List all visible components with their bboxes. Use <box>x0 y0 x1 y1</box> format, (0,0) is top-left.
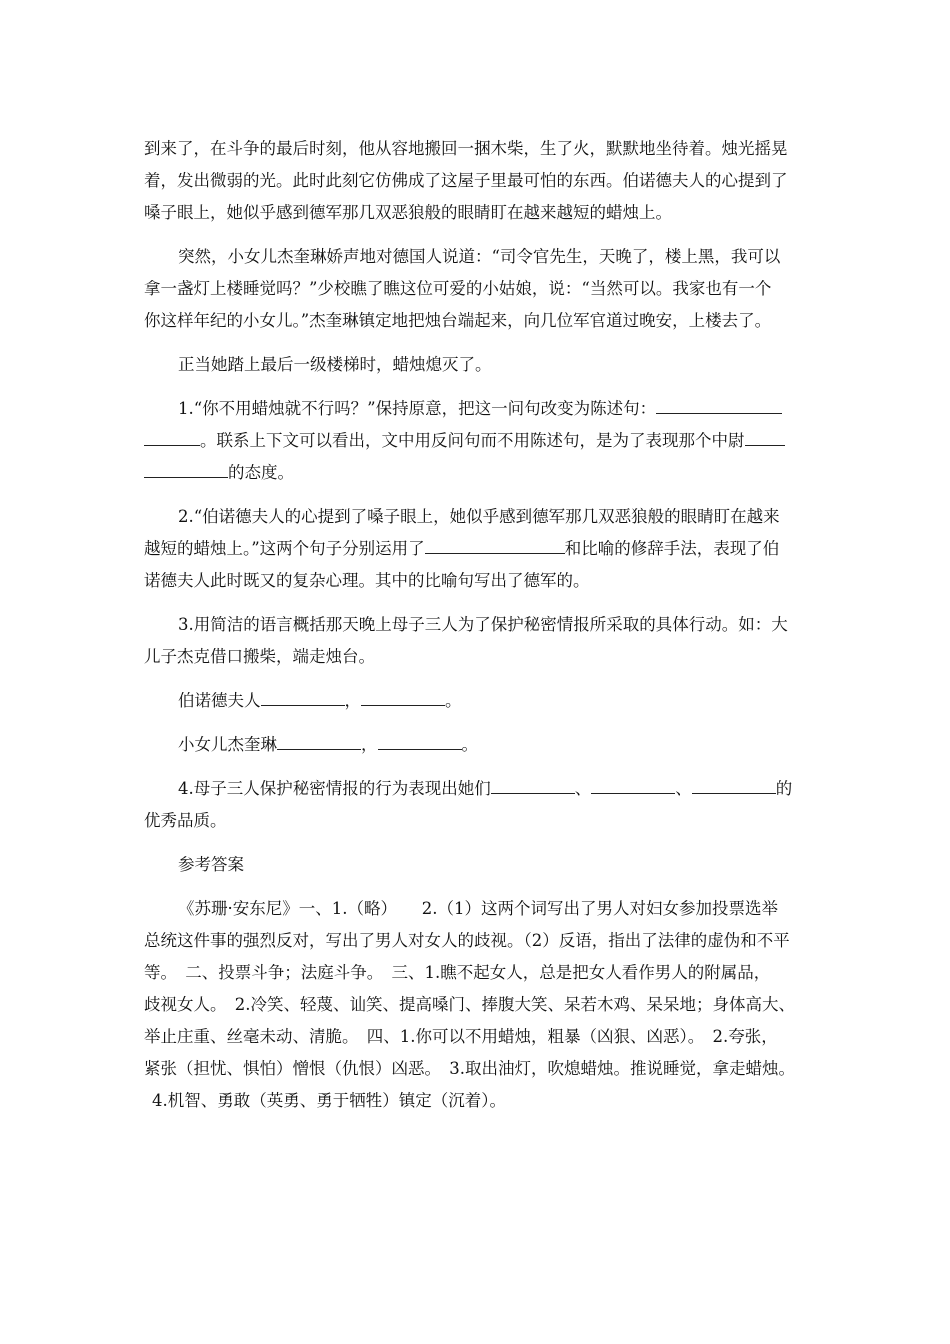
answer-blank[interactable] <box>361 687 445 706</box>
answer-blank[interactable] <box>591 775 675 794</box>
story-line: 着，发出微弱的光。此时此刻它仿佛成了这屋子里最可怕的东西。伯诺德夫人的心提到了 <box>144 171 788 190</box>
question-1-text: 1.“你不用蜡烛就不行吗？”保持原意，把这一问句改变为陈述句： <box>178 399 657 418</box>
answer-blank[interactable] <box>277 731 361 750</box>
story-line: 嗓子眼上，她似乎感到德军那几双恶狼般的眼睛盯在越来越短的蜡烛上。 <box>144 203 672 222</box>
answer-line: 等。 二、投票斗争；法庭斗争。 三、1.瞧不起女人，总是把女人看作男人的附属品， <box>144 963 771 982</box>
answer-line: 歧视女人。 2.冷笑、轻蔑、讪笑、提高嗓门、捧腹大笑、呆若木鸡、呆呆地；身体高大、 <box>144 995 795 1014</box>
story-line: 正当她踏上最后一级楼梯时，蜡烛熄灭了。 <box>178 355 492 374</box>
question-2-text: 越短的蜡烛上。”这两个句子分别运用了 <box>144 539 425 558</box>
answer-line: 《苏珊·安东尼》一、1.（略） 2.（1）这两个词写出了男人对妇女参加投票选举 <box>178 899 778 918</box>
answer-blank[interactable] <box>656 395 782 414</box>
question-2-line: 2.“伯诺德夫人的心提到了嗓子眼上，她似乎感到德军那几双恶狼般的眼睛盯在越来 <box>178 507 780 526</box>
comma: ， <box>361 735 378 754</box>
question-3-line: 儿子杰克借口搬柴，端走烛台。 <box>144 647 375 666</box>
question-2-line: 诺德夫人此时既又的复杂心理。其中的比喻句写出了德军的。 <box>144 571 590 590</box>
daughter-label: 小女儿杰奎琳 <box>178 735 277 754</box>
question-4-line: 优秀品质。 <box>144 811 227 830</box>
answer-blank[interactable] <box>425 535 565 554</box>
story-line: 突然，小女儿杰奎琳娇声地对德国人说道：“司令官先生，天晚了，楼上黑，我可以 <box>178 247 781 266</box>
question-3-daughter-line <box>178 729 478 761</box>
answer-line: 举止庄重、丝毫未动、清脆。 四、1.你可以不用蜡烛，粗暴（凶狠、凶恶）。 2.夸张， <box>144 1027 778 1046</box>
question-1-text: 的态度。 <box>228 463 294 482</box>
answer-blank[interactable] <box>378 731 462 750</box>
separator: 、 <box>675 779 692 798</box>
period: 。 <box>461 735 478 754</box>
separator: 、 <box>574 779 592 798</box>
question-4-line <box>178 773 792 805</box>
question-2-line <box>144 533 779 565</box>
answer-blank[interactable] <box>745 427 785 446</box>
answer-blank[interactable] <box>491 775 575 794</box>
comma: ， <box>344 691 361 710</box>
question-1-line <box>144 425 785 457</box>
answer-blank[interactable] <box>261 687 345 706</box>
question-1-line <box>144 457 294 489</box>
answer-line: 4.机智、勇敢（英勇、勇于牺牲）镇定（沉着）。 <box>152 1091 506 1110</box>
question-1-line <box>178 393 782 425</box>
answer-blank[interactable] <box>144 459 228 478</box>
story-line: 到来了，在斗争的最后时刻，他从容地搬回一捆木柴，生了火，默默地坐待着。烛光摇晃 <box>144 139 788 158</box>
answer-blank[interactable] <box>144 427 200 446</box>
answer-line: 紧张（担忧、惧怕）憎恨（仇恨）凶恶。 3.取出油灯，吹熄蜡烛。推说睡觉，拿走蜡烛。 <box>144 1059 795 1078</box>
story-line: 你这样年纪的小女儿。”杰奎琳镇定地把烛台端起来，向几位军官道过晚安，上楼去了。 <box>144 311 772 330</box>
mother-label: 伯诺德夫人 <box>178 691 261 710</box>
answer-line: 总统这件事的强烈反对，写出了男人对女人的歧视。（2）反语，指出了法律的虚伪和不平 <box>144 931 790 950</box>
answer-blank[interactable] <box>692 775 776 794</box>
question-3-line: 3.用简洁的语言概括那天晚上母子三人为了保护秘密情报所采取的具体行动。如：大 <box>178 615 788 634</box>
question-4-text: 的 <box>775 779 793 798</box>
question-2-text: 和比喻的修辞手法，表现了伯 <box>564 539 780 558</box>
question-3-mother-line <box>178 685 462 717</box>
question-4-text: 4.母子三人保护秘密情报的行为表现出她们 <box>178 779 491 798</box>
question-1-text: 。联系上下文可以看出，文中用反问句而不用陈述句，是为了表现那个中尉 <box>200 431 745 450</box>
period: 。 <box>445 691 462 710</box>
answers-heading: 参考答案 <box>178 855 244 874</box>
story-line: 拿一盏灯上楼睡觉吗？”少校瞧了瞧这位可爱的小姑娘，说：“当然可以。我家也有一个 <box>144 279 772 298</box>
